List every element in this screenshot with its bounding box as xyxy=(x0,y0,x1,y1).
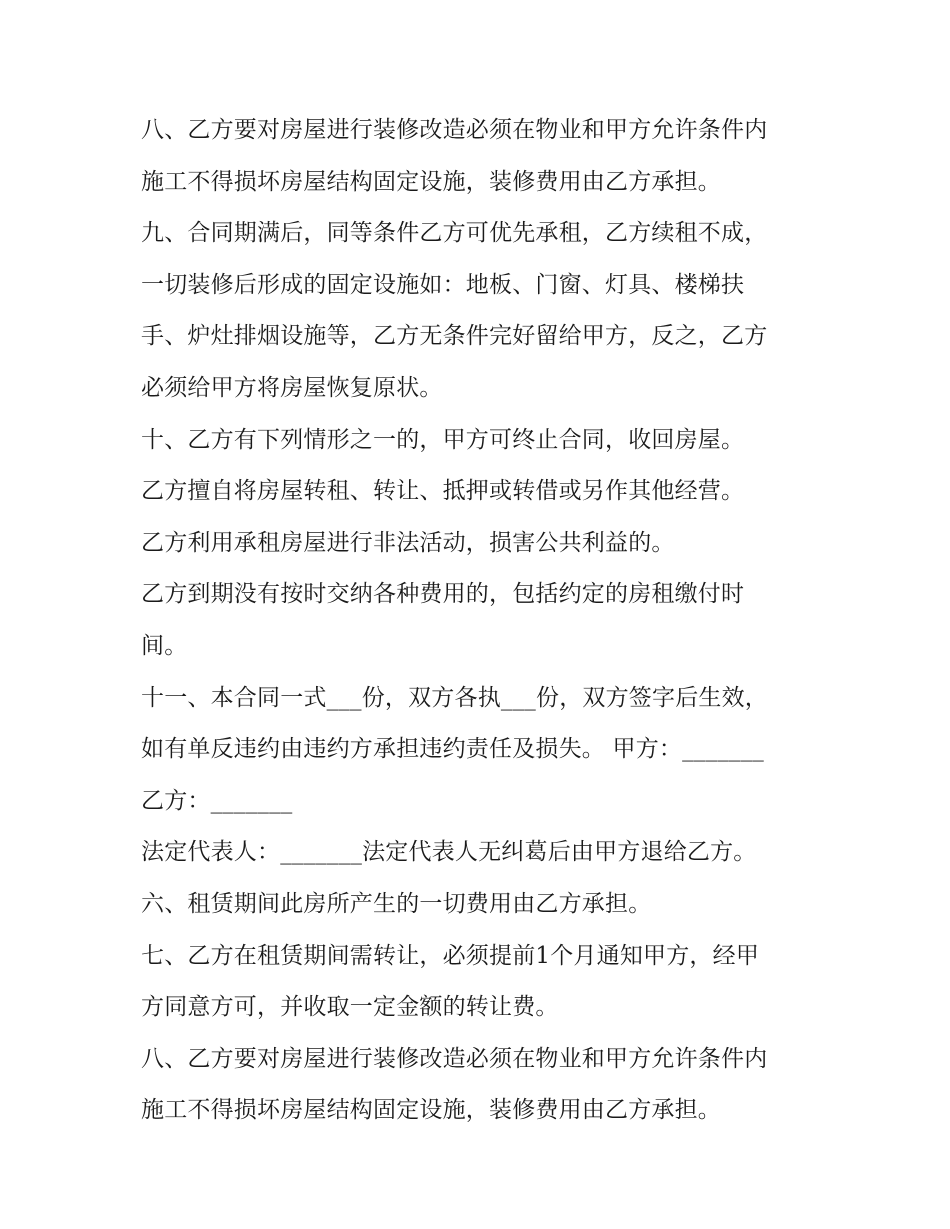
text-line: 必须给甲方将房屋恢复原状。 xyxy=(141,374,443,401)
text-line: 十一、本合同一式___份，双方各执___份，双方签字后生效， xyxy=(141,684,768,711)
text-line: 十、乙方有下列情形之一的，甲方可终止合同，收回房屋。 xyxy=(141,426,745,453)
text-line: 九、合同期满后，同等条件乙方可优先承租，乙方续租不成， xyxy=(141,220,768,247)
text-line: 间。 xyxy=(141,632,188,659)
text-line: 施工不得损坏房屋结构固定设施，装修费用由乙方承担。 xyxy=(141,168,721,195)
text-line: 法定代表人：_______法定代表人无纠葛后由甲方退给乙方。 xyxy=(141,839,757,866)
text-line: 乙方到期没有按时交纳各种费用的，包括约定的房租缴付时 xyxy=(141,581,745,608)
text-line: 施工不得损坏房屋结构固定设施，装修费用由乙方承担。 xyxy=(141,1097,721,1124)
text-line: 方同意方可，并收取一定金额的转让费。 xyxy=(141,994,559,1021)
document-body xyxy=(141,105,821,1137)
text-line: 乙方擅自将房屋转租、转让、抵押或转借或另作其他经营。 xyxy=(141,478,745,505)
text-line: 一切装修后形成的固定设施如：地板、门窗、灯具、楼梯扶 xyxy=(141,271,745,298)
text-line: 手、炉灶排烟设施等，乙方无条件完好留给甲方，反之，乙方 xyxy=(141,323,768,350)
text-line: 乙方：_______ xyxy=(141,787,293,814)
text-line: 八、乙方要对房屋进行装修改造必须在物业和甲方允许条件内 xyxy=(141,1045,768,1072)
text-line: 七、乙方在租赁期间需转让，必须提前1个月通知甲方，经甲 xyxy=(141,942,760,969)
text-line: 乙方利用承租房屋进行非法活动，损害公共利益的。 xyxy=(141,529,675,556)
text-line: 八、乙方要对房屋进行装修改造必须在物业和甲方允许条件内 xyxy=(141,117,768,143)
text-line: 六、租赁期间此房所产生的一切费用由乙方承担。 xyxy=(141,890,652,917)
text-line: 如有单反违约由违约方承担违约责任及损失。 甲方：_______ xyxy=(141,736,765,763)
